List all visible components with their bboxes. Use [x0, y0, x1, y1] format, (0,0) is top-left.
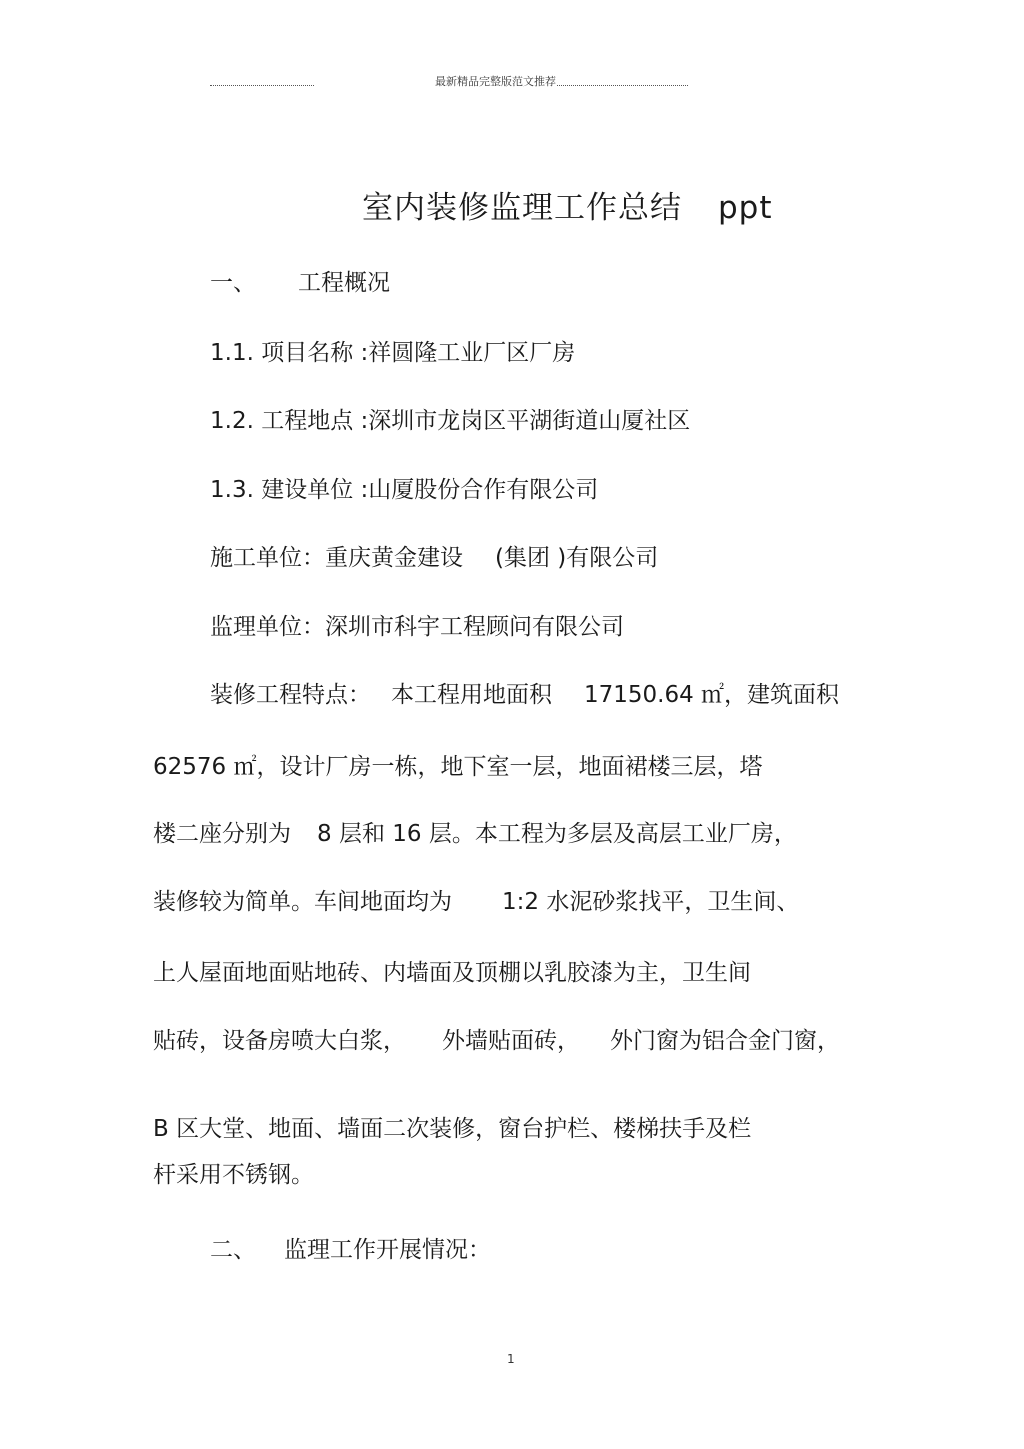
body-line-5-part-2: 外墙贴面砖， — [442, 1028, 580, 1054]
body-line-1: 62576 ㎡，设计厂房一栋，地下室一层，地面裙楼三层，塔 — [153, 754, 763, 780]
body-line-5-part-1: 贴砖，设备房喷大白浆， — [153, 1028, 406, 1054]
body-line-5 — [153, 1026, 840, 1056]
section-2-title: 监理工作开展情况： — [284, 1237, 491, 1263]
body-line-3-part-1: 装修较为简单。车间地面均为 — [153, 889, 452, 915]
header-rule-left — [210, 85, 314, 86]
document-title — [362, 188, 773, 228]
section-2-number: 二、 — [210, 1237, 256, 1263]
item-client: 1.3. 建设单位 :山厦股份合作有限公司 — [210, 477, 599, 503]
section-2-heading — [210, 1235, 491, 1265]
contractor-line — [210, 543, 658, 573]
body-line-7: 杆采用不锈钢。 — [153, 1162, 314, 1188]
features-label: 装修工程特点： — [210, 682, 371, 708]
section-1-number: 一、 — [210, 270, 256, 296]
item-project-name: 1.1. 项目名称 :祥圆隆工业厂区厂房 — [210, 340, 576, 366]
page-number: 1 — [507, 1352, 515, 1366]
body-line-5-part-3: 外门窗为铝合金门窗， — [610, 1028, 840, 1054]
features-line — [210, 680, 839, 710]
features-part-2: 17150.64 ㎡，建筑面积 — [584, 682, 840, 708]
section-1-heading — [210, 268, 390, 298]
body-line-2 — [153, 819, 797, 849]
body-line-6: B 区大堂、地面、墙面二次装修，窗台护栏、楼梯扶手及栏 — [153, 1116, 752, 1142]
supervisor-line: 监理单位：深圳市科宇工程顾问有限公司 — [210, 614, 624, 640]
body-line-2-part-1: 楼二座分别为 — [153, 821, 291, 847]
title-suffix: ppt — [718, 190, 773, 226]
item-project-location: 1.2. 工程地点 :深圳市龙岗区平湖街道山厦社区 — [210, 408, 691, 434]
body-line-3 — [153, 887, 799, 917]
features-part-1: 本工程用地面积 — [391, 682, 552, 708]
section-1-title: 工程概况 — [298, 270, 390, 296]
body-line-2-part-2: 8 层和 16 层。本工程为多层及高层工业厂房， — [317, 821, 797, 847]
body-line-4: 上人屋面地面贴地砖、内墙面及顶棚以乳胶漆为主，卫生间 — [153, 960, 751, 986]
contractor-rest: (集团 )有限公司 — [495, 545, 659, 571]
contractor-label: 施工单位：重庆黄金建设 — [210, 545, 463, 571]
title-main: 室内装修监理工作总结 — [362, 190, 682, 226]
header-rule-right — [557, 85, 688, 86]
header-text: 最新精品完整版范文推荐 — [435, 75, 556, 88]
body-line-3-part-2: 1:2 水泥砂浆找平，卫生间、 — [502, 889, 800, 915]
page-header — [210, 72, 688, 90]
